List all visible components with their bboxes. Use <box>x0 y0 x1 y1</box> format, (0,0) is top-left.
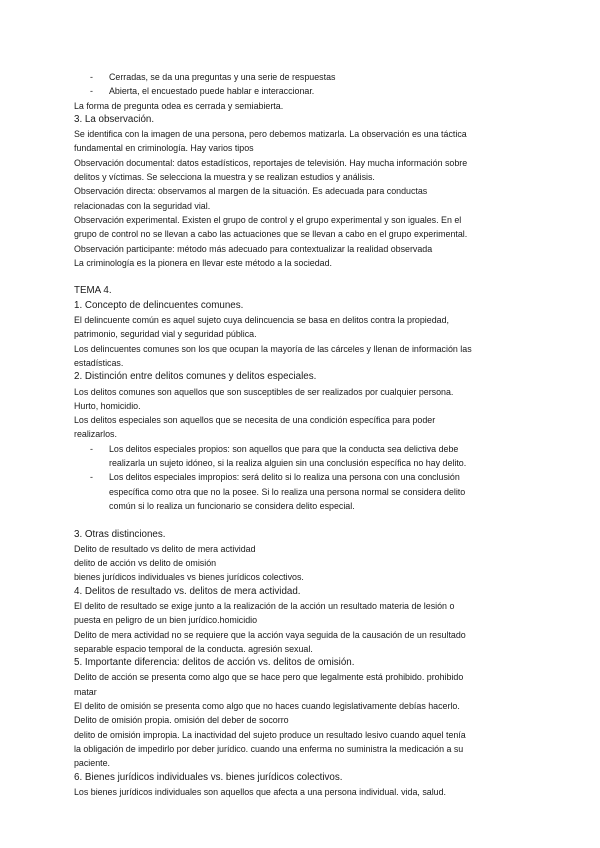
bullet-line: Los delitos especiales impropios: será delito si lo realiza una persona con una conclusión <box>109 472 460 483</box>
paragraph-line: matar <box>74 686 97 697</box>
list-item <box>74 470 528 513</box>
paragraph-line: Delito de mera actividad no se requiere que la acción vaya seguida de la causación de un resultado <box>74 629 466 640</box>
paragraph-line: fundamental en criminología. Hay varios tipos <box>74 143 254 154</box>
bullet-dash: - <box>90 472 93 483</box>
list-item <box>74 442 528 471</box>
blank-line <box>74 513 528 527</box>
paragraph-line: La criminología es la pionera en llevar este método a la sociedad. <box>74 257 333 268</box>
list-item <box>74 84 528 98</box>
section-heading-6: 6. Bienes jurídicos individuales vs. bienes jurídicos colectivos. <box>74 771 343 783</box>
section-heading-2: 2. Distinción entre delitos comunes y delitos especiales. <box>74 371 317 383</box>
paragraph-line: Delito de resultado vs delito de mera actividad <box>74 543 256 554</box>
paragraph-line: puesta en peligro de un bien jurídico.homicidio <box>74 615 258 626</box>
paragraph-line: Delito de omisión propia. omisión del deber de socorro <box>74 715 289 726</box>
paragraph-line: relacionadas con la seguridad vial. <box>74 200 211 211</box>
paragraph-line: Observación documental: datos estadísticos, reportajes de televisión. Hay mucha información sobre <box>74 157 468 168</box>
paragraph-line: El delito de resultado se exige junto a la realización de la acción un resultado materia de lesión o <box>74 600 455 611</box>
paragraph-line: estadísticas. <box>74 357 124 368</box>
section-heading-observacion: 3. La observación. <box>74 113 155 125</box>
blank-line <box>74 270 528 284</box>
intro-note: La forma de pregunta odea es cerrada y semiabierta. <box>74 100 284 111</box>
paragraph-line: delito de acción vs delito de omisión <box>74 558 217 569</box>
paragraph-line: Los delincuentes comunes son los que ocupan la mayoría de las cárceles y llenan de información las <box>74 343 472 354</box>
paragraph-line: Los delitos especiales son aquellos que se necesita de una condición específica para poder <box>74 415 436 426</box>
paragraph-line: Hurto, homicidio. <box>74 400 141 411</box>
list-item <box>74 70 528 84</box>
paragraph-line: El delito de omisión se presenta como algo que no haces cuando legislativamente debías hacerlo. <box>74 701 460 712</box>
paragraph-line: paciente. <box>74 758 111 769</box>
paragraph-line: bienes jurídicos individuales vs bienes jurídicos colectivos. <box>74 572 304 583</box>
tema-title: TEMA 4. <box>74 285 112 297</box>
paragraph-line: Observación participante: método más adecuado para contextualizar la realidad observada <box>74 243 433 254</box>
paragraph-line: Se identifica con la imagen de una persona, pero debemos matizarla. La observación es una táctica <box>74 129 467 140</box>
paragraph-line: delitos y víctimas. Se selecciona la muestra y se realizan estudios y análisis. <box>74 172 375 183</box>
paragraph-line: Los bienes jurídicos individuales son aquellos que afecta a una persona individual. vida, salud. <box>74 786 447 797</box>
bullet-line: Abierta, el encuestado puede hablar e interaccionar. <box>109 86 315 97</box>
section-heading-4: 4. Delitos de resultado vs. delitos de mera actividad. <box>74 585 301 597</box>
paragraph-line: grupo de control no se llevan a cabo las actuaciones que se llevan a cabo en el grupo experimental. <box>74 229 468 240</box>
bullet-line: Cerradas, se da una preguntas y una serie de respuestas <box>109 72 336 82</box>
paragraph-line: delito de omisión impropia. La inactividad del sujeto produce un resultado lesivo cuando aquel tenía <box>74 729 466 740</box>
bullet-dash: - <box>90 443 93 454</box>
bullet-dash: - <box>90 86 93 97</box>
bullet-line: Los delitos especiales propios: son aquellos que para que la conducta sea delictiva debe <box>109 443 459 454</box>
bullet-line: realizarla un sujeto idóneo, si la realiza alguien sin una conclusión específica no hay delito. <box>109 458 467 469</box>
paragraph-line: El delincuente común es aquel sujeto cuya delincuencia se basa en delitos contra la propiedad, <box>74 315 449 326</box>
paragraph-line: la obligación de impedirlo por deber jurídico. cuando una enferma no suministra la medicación a su <box>74 743 464 754</box>
section-heading-3: 3. Otras distinciones. <box>74 528 166 540</box>
section-heading-1: 1. Concepto de delincuentes comunes. <box>74 299 244 311</box>
document-body <box>74 70 528 799</box>
paragraph-line: Observación directa: observamos al margen de la situación. Es adecuada para conductas <box>74 186 428 197</box>
paragraph-line: patrimonio, seguridad vial y seguridad pública. <box>74 329 257 340</box>
paragraph-line: Los delitos comunes son aquellos que son susceptibles de ser realizados por cualquier persona. <box>74 386 454 397</box>
paragraph-line: Observación experimental. Existen el grupo de control y el grupo experimental y son iguales. En el <box>74 214 462 225</box>
section-heading-5: 5. Importante diferencia: delitos de acción vs. delitos de omisión. <box>74 657 355 669</box>
paragraph-line: realizarlos. <box>74 429 117 440</box>
paragraph-line: Delito de acción se presenta como algo que se hace pero que legalmente está prohibido. prohibido <box>74 672 464 683</box>
bullet-line: específica como otra que no la posee. Si lo realiza una persona normal se considera delito <box>109 486 466 497</box>
paragraph-line: separable espacio temporal de la conducta. agresión sexual. <box>74 643 313 654</box>
bullet-dash: - <box>90 72 93 82</box>
bullet-line: común si lo realiza un funcionario se considera delito especial. <box>109 500 355 511</box>
